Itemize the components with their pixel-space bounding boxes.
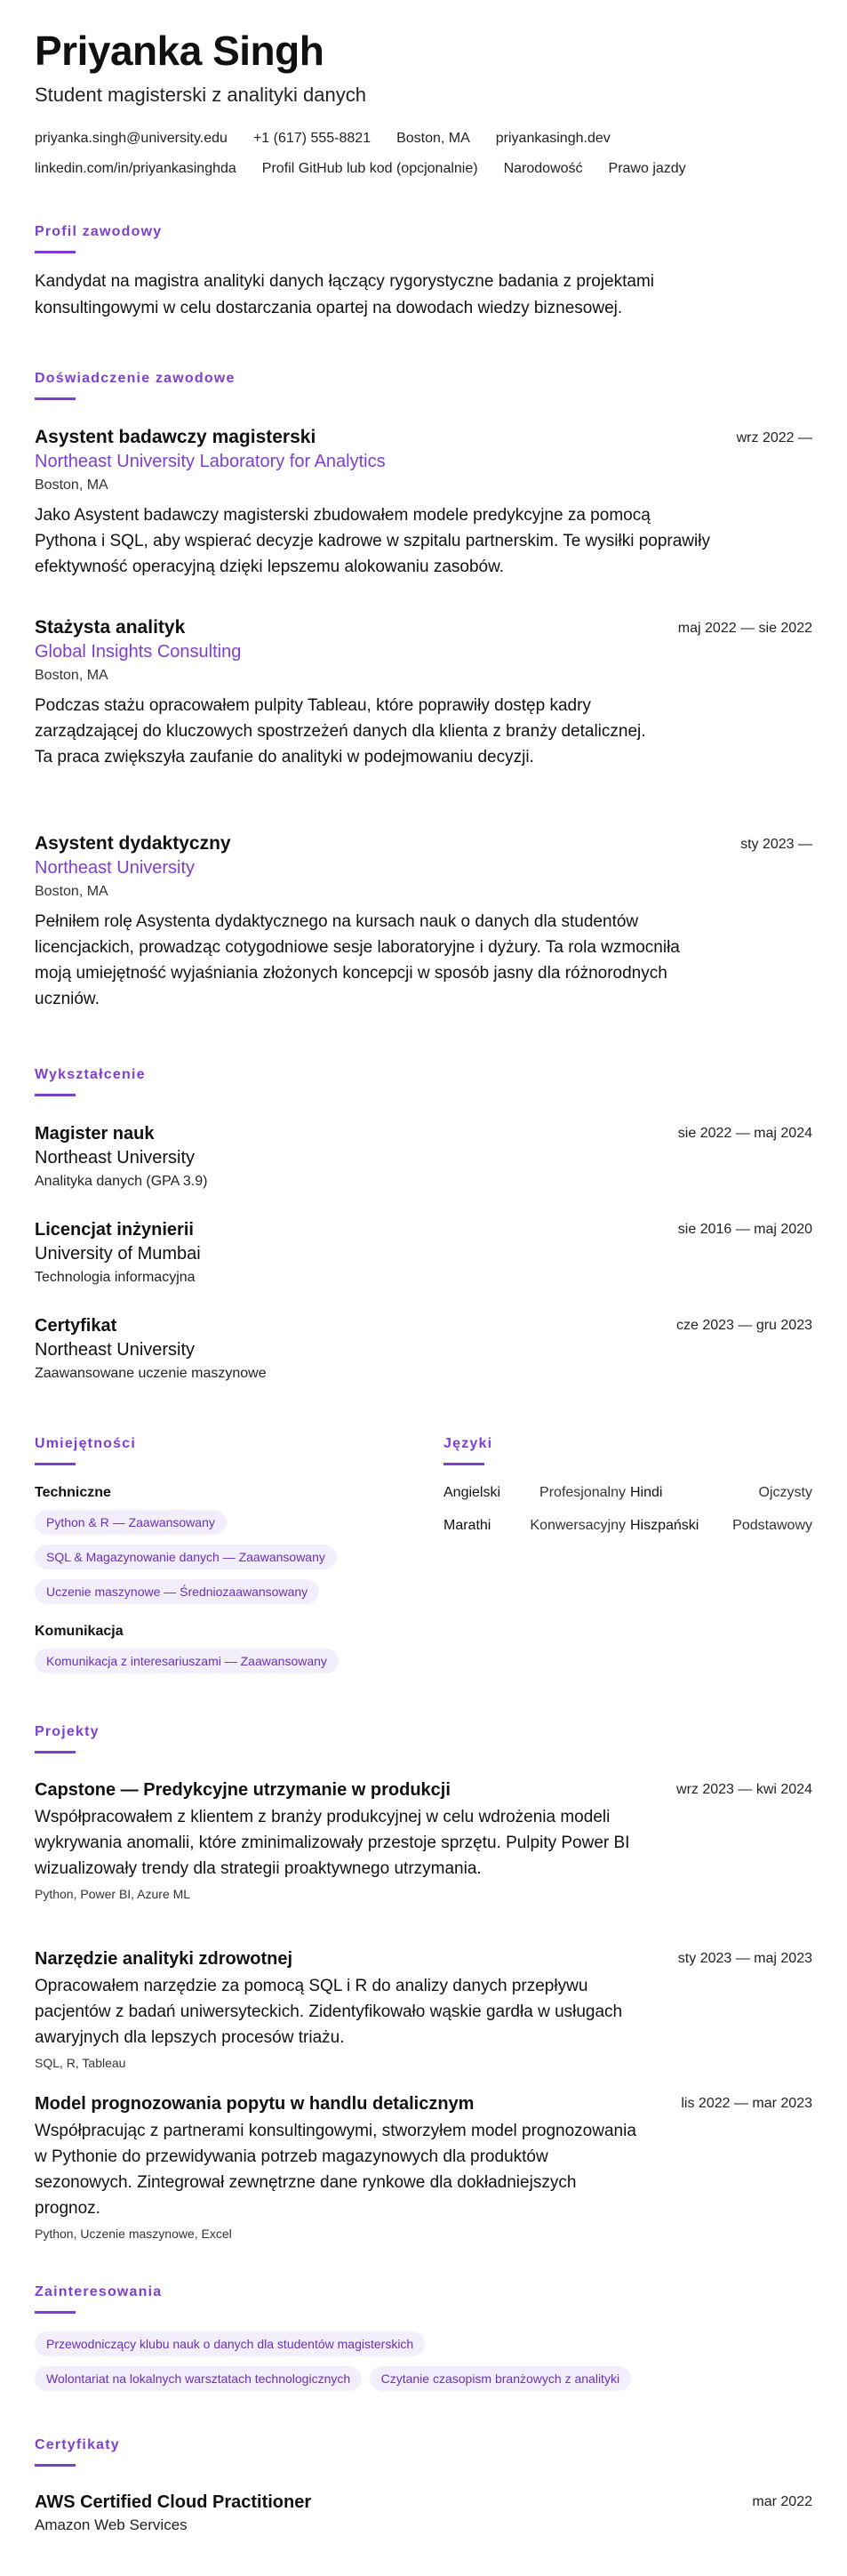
language-name: Angielski	[443, 1485, 501, 1500]
section-title-projects: Projekty	[35, 1724, 100, 1753]
skill-group-communication	[35, 1624, 408, 1683]
languages-row	[443, 1518, 812, 1551]
interest-chip: Wolontariat na lokalnych warsztatach technologicznych	[35, 2366, 362, 2391]
experience-role: Asystent dydaktyczny	[35, 833, 231, 854]
skill-group-technical	[35, 1485, 408, 1614]
language-name: Marathi	[443, 1518, 491, 1533]
experience-date: wrz 2022 —	[736, 430, 812, 445]
language-level: Konwersacyjny	[530, 1518, 626, 1533]
language-level: Podstawowy	[732, 1518, 812, 1533]
candidate-subtitle: Student magisterski z analityki danych	[35, 84, 366, 106]
experience-date: maj 2022 — sie 2022	[677, 621, 812, 636]
language-item	[630, 1518, 812, 1551]
education-field: Analityka danych (GPA 3.9)	[35, 1174, 208, 1189]
project-title: Model prognozowania popytu w handlu detalicznym	[35, 2094, 475, 2114]
section-title-education: Wykształcenie	[35, 1067, 146, 1096]
contact-phone[interactable]: +1 (617) 555-8821	[252, 131, 372, 146]
experience-role: Stażysta analityk	[35, 617, 186, 638]
language-name: Hiszpański	[630, 1518, 699, 1533]
experience-item	[35, 617, 812, 770]
interest-chip: Przewodniczący klubu nauk o danych dla studentów magisterskich	[35, 2331, 425, 2356]
experience-location: Boston, MA	[35, 668, 108, 683]
language-name: Hindi	[630, 1485, 663, 1500]
project-item	[35, 2094, 812, 2241]
section-title-languages: Języki	[443, 1436, 492, 1465]
skill-group-label: Techniczne	[35, 1485, 111, 1500]
education-degree: Certyfikat	[35, 1316, 117, 1336]
contact-row-2	[35, 161, 686, 177]
profile-summary: Kandydat na magistra analityki danych łączący rygorystyczne badania z projektami konsultingowymi w celu dostarczania opartej na dowodach wiedzy biznesowej.	[35, 272, 655, 317]
education-degree: Licencjat inżynierii	[35, 1220, 194, 1240]
project-description: Współpracowałem z klientem z branży produkcyjnej w celu wdrożenia modeli wykrywania anomalii, które zminimalizowały przestoje sprzętu. Pulpity Power BI wizualizowały trendy dla strategii proaktywnego utrzymania.	[35, 1808, 630, 1878]
experience-location: Boston, MA	[35, 884, 108, 899]
language-item	[443, 1518, 626, 1551]
project-date: sty 2023 — maj 2023	[677, 1951, 812, 1966]
project-item	[35, 1780, 812, 1901]
experience-location: Boston, MA	[35, 477, 108, 493]
project-description: Opracowałem narzędzie za pomocą SQL i R do analizy danych przepływu pacjentów z badań uniwersyteckich. Zidentyfikowało wąskie gardła w usługach awaryjnych dla lepszych procesów triażu.	[35, 1977, 623, 2047]
education-item	[35, 1316, 812, 1382]
language-item	[443, 1485, 626, 1518]
section-title-interests: Zainteresowania	[35, 2284, 162, 2314]
education-date: cze 2023 — gru 2023	[676, 1318, 812, 1333]
section-title-skills: Umiejętności	[35, 1436, 136, 1465]
experience-description: Jako Asystent badawczy magisterski zbudowałem modele predykcyjne za pomocą Pythona i SQL, aby wspierać decyzje kadrowe w szpitalu partnerskim. Te wysiłki poprawiły efektywność operacyjną dzięki lepszemu alokowaniu zasobów.	[35, 506, 710, 576]
education-field: Zaawansowane uczenie maszynowe	[35, 1366, 267, 1381]
skill-chip: SQL & Magazynowanie danych — Zaawansowany	[35, 1545, 337, 1569]
experience-item	[35, 427, 812, 580]
skill-group-label: Komunikacja	[35, 1624, 124, 1639]
project-tech: Python, Power BI, Azure ML	[35, 1887, 191, 1901]
interest-chip: Czytanie czasopism branżowych z analityki	[370, 2366, 631, 2391]
project-tech: SQL, R, Tableau	[35, 2056, 126, 2070]
certificate-title: AWS Certified Cloud Practitioner	[35, 2492, 312, 2512]
contact-linkedin[interactable]: linkedin.com/in/priyankasinghda	[35, 161, 236, 176]
interests-chips	[35, 2331, 746, 2401]
education-field: Technologia informacyjna	[35, 1270, 196, 1285]
project-date: wrz 2023 — kwi 2024	[676, 1782, 812, 1797]
languages-row	[443, 1485, 812, 1518]
certificate-item	[35, 2492, 812, 2534]
contact-row-1	[35, 131, 611, 147]
contact-driving-license: Prawo jazdy	[608, 161, 686, 176]
contact-github[interactable]: Profil GitHub lub kod (opcjonalnie)	[261, 161, 478, 176]
section-title-profile: Profil zawodowy	[35, 224, 162, 253]
experience-date: sty 2023 —	[740, 837, 812, 852]
skill-chip: Python & R — Zaawansowany	[35, 1510, 227, 1535]
language-level: Profesjonalny	[539, 1485, 626, 1500]
education-school: Northeast University	[35, 1148, 196, 1168]
education-school: University of Mumbai	[35, 1244, 201, 1264]
candidate-name: Priyanka Singh	[35, 28, 324, 74]
education-item	[35, 1220, 812, 1286]
education-date: sie 2016 — maj 2020	[677, 1222, 812, 1237]
contact-website[interactable]: priyankasingh.dev	[495, 131, 611, 146]
skill-chip: Komunikacja z interesariuszami — Zaawansowany	[35, 1649, 339, 1673]
project-item	[35, 1949, 812, 2070]
skill-chips	[35, 1649, 408, 1683]
project-title: Narzędzie analityki zdrowotnej	[35, 1949, 293, 1969]
languages-grid	[443, 1485, 812, 1551]
section-title-certificates: Certyfikaty	[35, 2437, 120, 2467]
experience-org: Global Insights Consulting	[35, 642, 242, 662]
education-date: sie 2022 — maj 2024	[677, 1126, 812, 1141]
experience-item	[35, 833, 812, 1012]
education-degree: Magister nauk	[35, 1124, 155, 1144]
skill-chip: Uczenie maszynowe — Średniozaawansowany	[35, 1579, 319, 1604]
project-title: Capstone — Predykcyjne utrzymanie w produkcji	[35, 1780, 451, 1800]
contact-location: Boston, MA	[396, 131, 470, 146]
certificate-issuer: Amazon Web Services	[35, 2516, 188, 2533]
project-tech: Python, Uczenie maszynowe, Excel	[35, 2227, 232, 2241]
skill-chips	[35, 1510, 408, 1614]
language-item	[630, 1485, 812, 1518]
language-level: Ojczysty	[758, 1485, 812, 1500]
experience-role: Asystent badawczy magisterski	[35, 427, 316, 447]
contact-nationality: Narodowość	[503, 161, 583, 176]
education-school: Northeast University	[35, 1340, 196, 1360]
experience-org: Northeast University Laboratory for Analytics	[35, 452, 386, 471]
experience-org: Northeast University	[35, 858, 196, 878]
experience-description: Podczas stażu opracowałem pulpity Tableau, które poprawiły dostęp kadry zarządzającej do kluczowych spostrzeżeń danych dla klienta z branży detalicznej. Ta praca zwiększyła zaufanie do analityki w podejmowaniu decyzji.	[35, 696, 646, 766]
contact-email[interactable]: priyanka.singh@university.edu	[35, 131, 228, 146]
education-item	[35, 1124, 812, 1190]
project-description: Współpracując z partnerami konsultingowymi, stworzyłem model prognozowania w Pythonie do przewidywania potrzeb magazynowych dla produktów sezonowych. Zintegrował zewnętrzne dane rynkowe dla dokładniejszych prognoz.	[35, 2122, 636, 2218]
section-title-experience: Doświadczenie zawodowe	[35, 371, 236, 400]
certificate-date: mar 2022	[752, 2494, 812, 2509]
experience-description: Pełniłem rolę Asystenta dydaktycznego na kursach nauk o danych dla studentów licencjackich, prowadząc cotygodniowe sesje laboratoryjne i dyżury. Ta rola wzmocniła moją umiejętność wyjaśniania złożonych koncepcji w sposób jasny dla różnorodnych uczniów.	[35, 912, 680, 1008]
project-date: lis 2022 — mar 2023	[681, 2096, 812, 2111]
